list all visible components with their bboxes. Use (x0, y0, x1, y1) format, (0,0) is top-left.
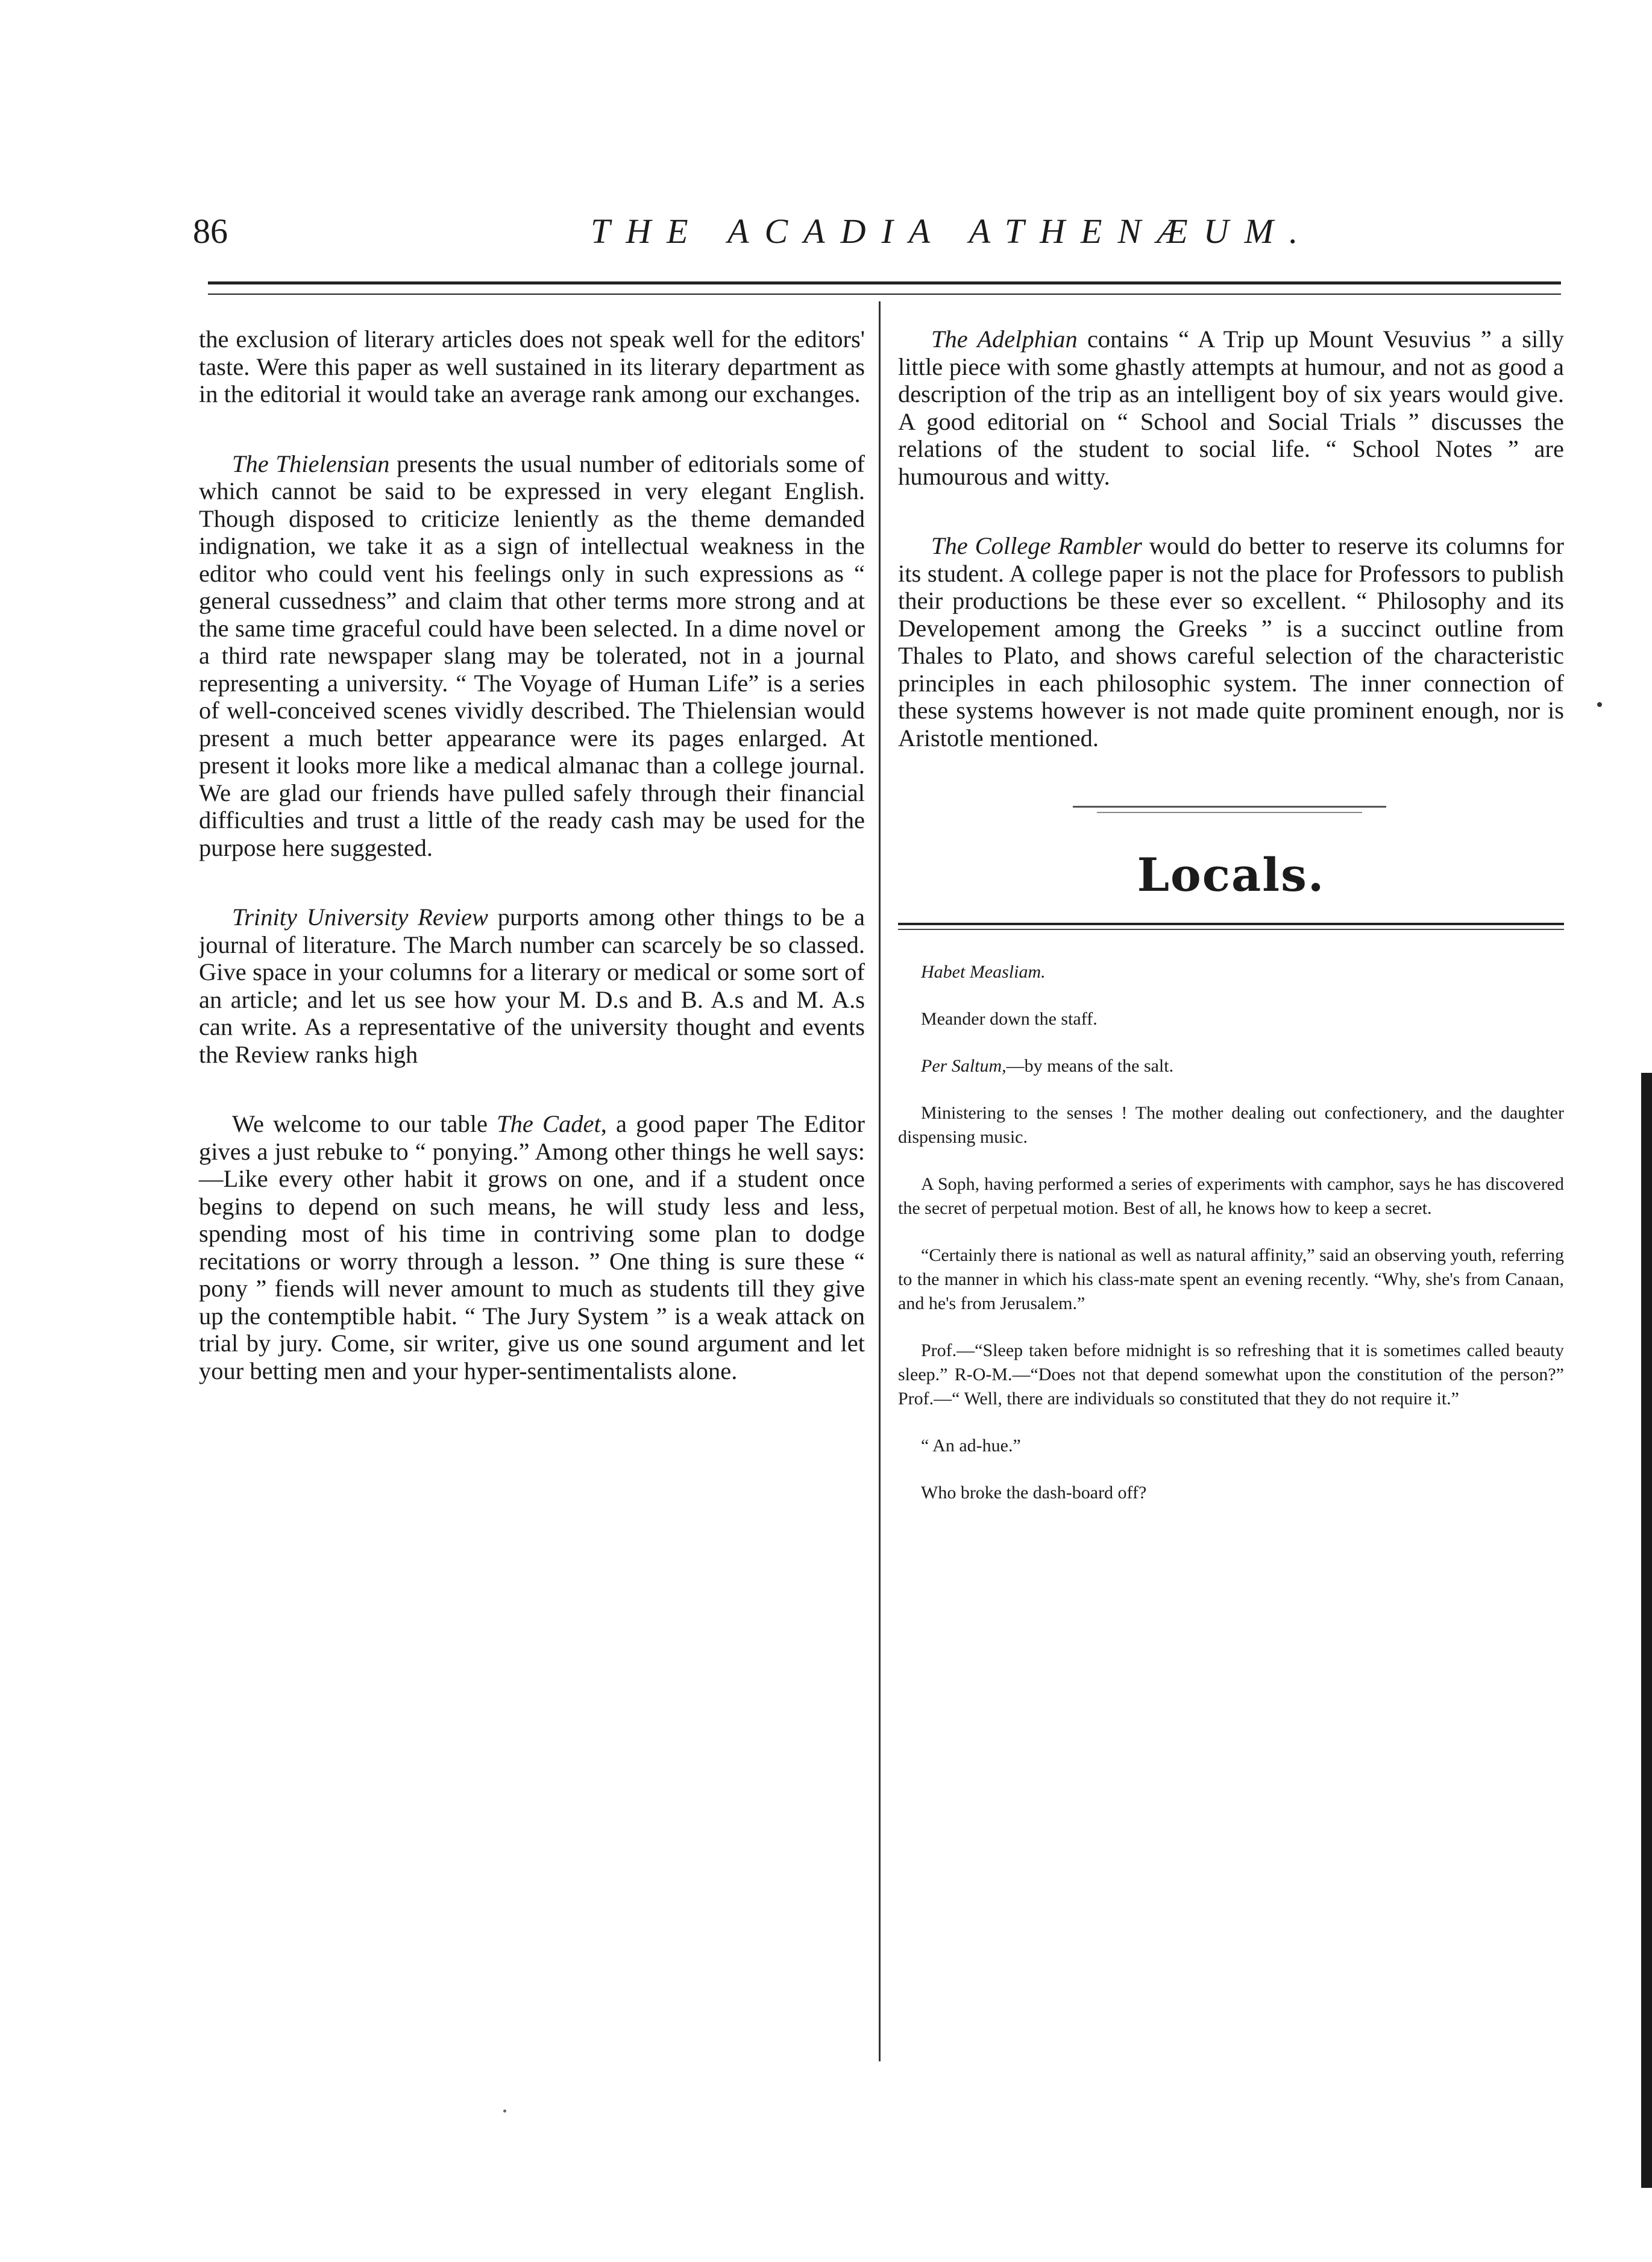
local-item (898, 1054, 1564, 1078)
publication-name: The College Rambler (931, 532, 1142, 559)
exchange-paragraph-trinity (199, 903, 865, 1068)
section-rule-thin (898, 929, 1564, 930)
local-text: “ An ad-hue.” (921, 1436, 1021, 1456)
running-head (193, 211, 1555, 271)
local-item (898, 960, 1564, 984)
paragraph-text: the exclusion of literary articles does not speak well for the editors' taste. Were this paper as well sustained in its literary department as in the editorial it would take an average rank among our exchanges. (199, 325, 865, 407)
ornament-rule (1073, 806, 1386, 808)
ornament-rule (1097, 812, 1362, 813)
publication-name: The Thielensian (232, 450, 390, 477)
local-text: A Soph, having performed a series of experiments with camphor, says he has discovered the secret of perpetual motion. Best of all, he knows how to keep a secret. (898, 1174, 1564, 1218)
locals-list (898, 960, 1564, 1505)
paragraph-text: would do better to reserve its columns for its student. A college paper is not the place for Professors to publish their productions be these ever so excellent. “ Philosophy and its Developement among the Greeks ” is a succinct outline from Thales to Plato, and shows careful selection of the characteristic principles in each philosophic system. The inner connection of these systems however is not made quite prominent enough, nor is Aristotle mentioned. (898, 532, 1564, 752)
exchange-paragraph (199, 325, 865, 408)
header-rule-thin (208, 294, 1561, 295)
paragraph-text: , a good paper The Editor gives a just rebuke to “ ponying.” Among other things he well says:—Like every other habit it grows on one, and if a student once begins to depend on such means, he will study less and less, spending most of his time in contriving some plan to dodge recitations or worry through a lesson. ” One thing is sure these “ pony ” fiends will never amount to much as students till they give up the contemptible habit. “ The Jury System ” is a weak attack on trial by jury. Come, sir writer, give us one sound argument and let your betting men and your hyper-sentimentalists alone. (199, 1110, 865, 1384)
local-item (898, 1339, 1564, 1411)
publication-name: The Adelphian (931, 325, 1078, 353)
margin-mark (1597, 702, 1602, 707)
publication-name: Trinity University Review (232, 903, 489, 931)
local-text: Meander down the staff. (921, 1009, 1098, 1029)
local-item (898, 1243, 1564, 1316)
left-column (199, 325, 865, 1427)
local-item (898, 1172, 1564, 1221)
right-column (898, 325, 1564, 1528)
paragraph-text: contains “ A Trip up Mount Vesuvius ” a silly little piece with some ghastly attempts at humour, and not as good a description of the trip as an intelligent boy of six years would give. A good editorial on “ School and Social Trials ” discusses the relations of the student to social life. “ School Notes ” are humourous and witty. (898, 325, 1564, 490)
local-text: —by means of the salt. (1006, 1056, 1174, 1076)
local-item (898, 1434, 1564, 1458)
local-text: “Certainly there is national as well as natural affinity,” said an observing youth, referring to the manner in which his class-mate spent an evening recently. “Why, she's from Canaan, and he's from Jerusalem.” (898, 1245, 1564, 1313)
local-item (898, 1481, 1564, 1505)
exchange-paragraph-thielensian (199, 450, 865, 862)
local-italic: Habet Measliam. (921, 962, 1046, 982)
local-item (898, 1101, 1564, 1149)
local-item (898, 1007, 1564, 1031)
exchange-paragraph-cadet (199, 1110, 865, 1384)
paragraph-text: purports among other things to be a journal of literature. The March number can scarcely be so classed. Give space in your columns for a literary or medical or some sort of an article; and let us see how your M. D.s and B. A.s and M. A.s can write. As a representative of the university thought and events the Review ranks high (199, 903, 865, 1068)
local-text: Prof.—“Sleep taken before midnight is so refreshing that it is sometimes called beauty sleep.” R-O-M.—“Does not that depend somewhat upon the constitution of the person?” Prof.—“ Well, there are individuals so constituted that they do not require it.” (898, 1340, 1564, 1409)
journal-title: THE ACADIA ATHENÆUM. (591, 212, 1314, 251)
publication-name: The Cadet (497, 1110, 601, 1137)
local-text: Who broke the dash-board off? (921, 1483, 1147, 1503)
local-italic: Per Saltum, (921, 1056, 1007, 1076)
column-divider (879, 301, 881, 2061)
paragraph-text: presents the usual number of editorials some of which cannot be said to be expressed in very elegant English. Though disposed to criticize leniently as the theme demanded indignation, we take it as a sign of intellectual weakness in the editor who could vent his feelings only in such expressions as “ general cussedness” and claim that other terms more strong and at the same time graceful could have been selected. In a dime novel or a third rate newspaper slang may be tolerated, not in a journal representing a university. “ The Voyage of Human Life” is a series of well-conceived scenes vividly described. The Thielensian would present a much better appearance were its pages enlarged. At present it looks more like a medical almanac than a college journal. We are glad our friends have pulled safely through their financial difficulties and trust a little of the ready cash may be used for the purpose here suggested. (199, 450, 865, 861)
section-title-locals: Locals. (1137, 848, 1325, 902)
print-speck (503, 2110, 506, 2113)
exchange-paragraph-rambler (898, 532, 1564, 752)
section-rule-thick (898, 923, 1564, 925)
paragraph-lead: We welcome to our table (232, 1110, 497, 1137)
local-text: Ministering to the senses ! The mother dealing out confectionery, and the daughter dispensing music. (898, 1103, 1564, 1147)
page-number: 86 (193, 212, 228, 251)
scan-edge (1641, 1073, 1652, 2188)
header-rule-thick (208, 281, 1561, 284)
exchange-paragraph-adelphian (898, 325, 1564, 490)
section-ornament (898, 794, 1564, 830)
